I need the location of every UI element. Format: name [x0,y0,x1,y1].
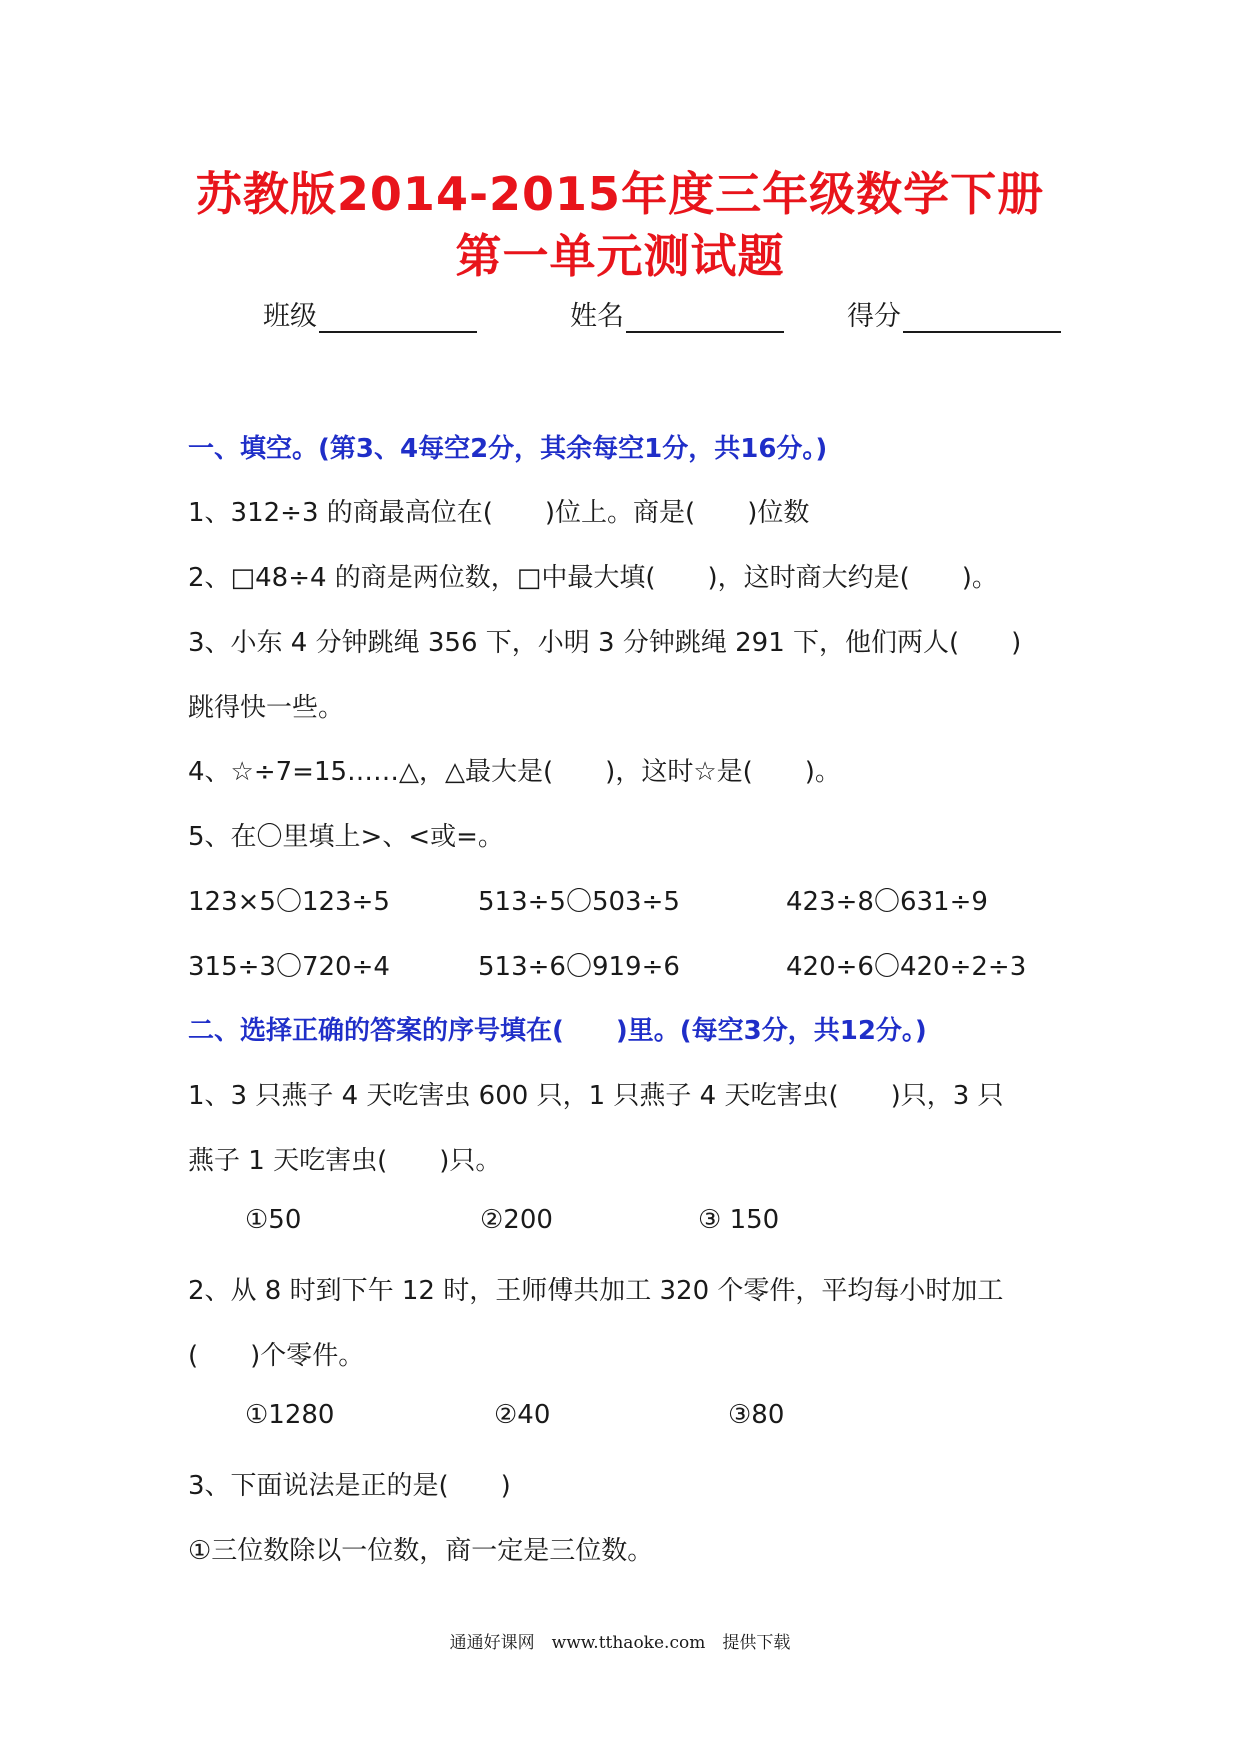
comparison-item: 513÷5〇503÷5 [478,887,680,917]
class-label: 班级 [263,301,317,332]
score-field [847,294,1061,333]
comparison-item: 123×5〇123÷5 [188,887,390,917]
comparison-item: 513÷6〇919÷6 [478,952,680,982]
name-field [570,294,784,333]
name-blank-line [626,303,784,333]
question-2-3: 3、下面说法是正的是( ) [188,1471,511,1501]
question-2-1: 1、3 只燕子 4 天吃害虫 600 只，1 只燕子 4 天吃害虫( )只，3 只 [188,1081,1004,1111]
score-label: 得分 [847,301,901,332]
option-item: ③80 [728,1400,785,1430]
option-item: ①50 [245,1205,302,1235]
worksheet-subtitle: 第一单元测试题 [455,229,785,283]
question-1-3-cont: 跳得快一些。 [188,693,345,723]
comparison-item: 420÷6〇420÷2÷3 [786,952,1027,982]
footer-credit: 通通好课网 www.tthaoke.com 提供下载 [449,1633,791,1653]
question-2-2: 2、从 8 时到下午 12 时，王师傅共加工 320 个零件，平均每小时加工 [188,1276,1004,1306]
worksheet-title: 苏教版2014-2015年度三年级数学下册 [195,167,1045,221]
name-label: 姓名 [570,301,624,332]
option-item: ①1280 [245,1400,335,1430]
comparison-item: 315÷3〇720÷4 [188,952,390,982]
option-item: ②200 [480,1205,553,1235]
class-blank-line [319,303,477,333]
option-item: ②40 [494,1400,551,1430]
class-field [263,294,477,333]
section-1-heading: 一、填空。(第3、4每空2分，其余每空1分，共16分。) [188,434,828,464]
question-2-3-option-1: ①三位数除以一位数，商一定是三位数。 [188,1536,654,1566]
score-blank-line [903,303,1061,333]
question-1-5: 5、在〇里填上>、<或=。 [188,822,504,852]
question-1-3: 3、小东 4 分钟跳绳 356 下，小明 3 分钟跳绳 291 下，他们两人( ) [188,628,1022,658]
question-2-1-cont: 燕子 1 天吃害虫( )只。 [188,1146,502,1176]
section-2-heading: 二、选择正确的答案的序号填在( )里。(每空3分，共12分。) [188,1016,927,1046]
question-2-2-cont: ( )个零件。 [188,1341,365,1371]
question-1-1: 1、312÷3 的商最高位在( )位上。商是( )位数 [188,498,810,528]
comparison-item: 423÷8〇631÷9 [786,887,988,917]
question-1-4: 4、☆÷7=15……△，△最大是( )，这时☆是( )。 [188,757,841,787]
question-1-2: 2、□48÷4 的商是两位数，□中最大填( )，这时商大约是( )。 [188,563,998,593]
option-item: ③ 150 [698,1205,780,1235]
